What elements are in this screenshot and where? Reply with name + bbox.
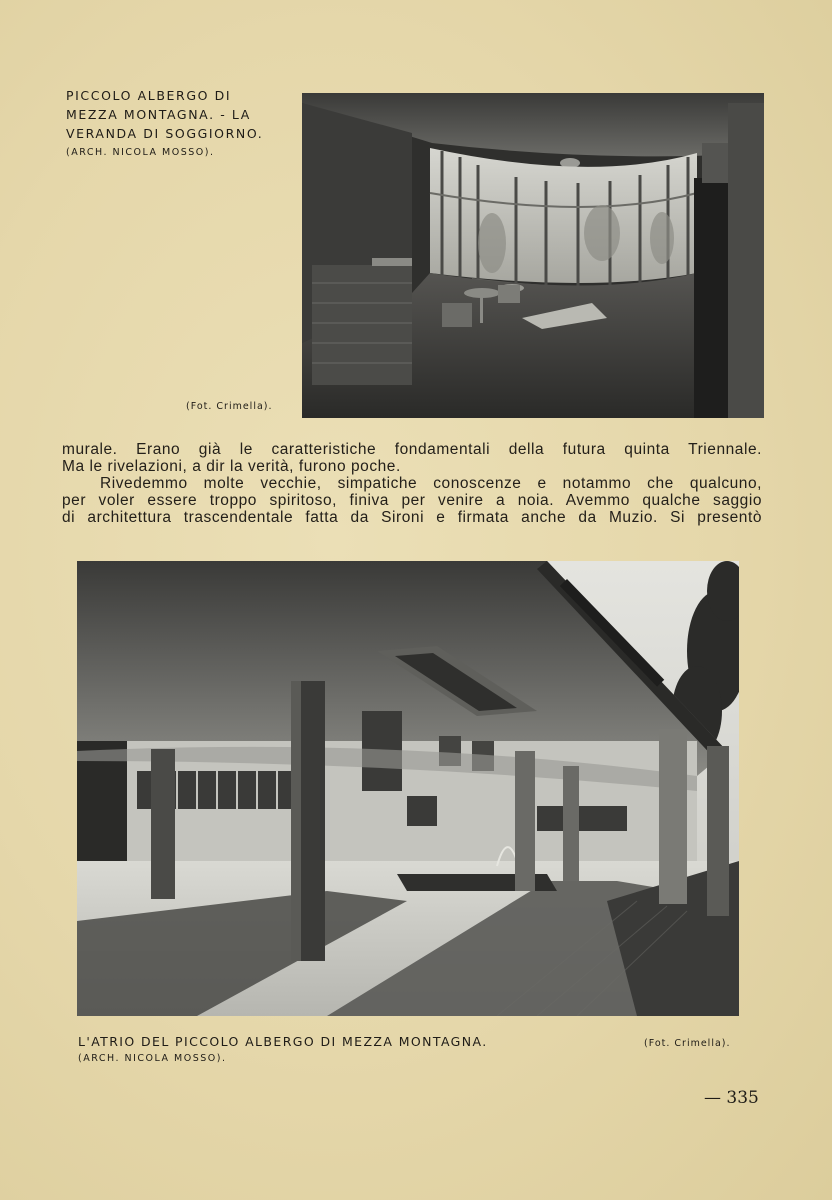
veranda-photo [302, 93, 764, 418]
text-line: Rivedemmo molte vecchie, simpatiche conoscenze e notammo che qualcuno, [100, 475, 762, 492]
caption-title: L'ATRIO DEL PICCOLO ALBERGO DI MEZZA MONTAGNA. [78, 1034, 488, 1049]
text-line: Ma le rivelazioni, a dir la verità, furono poche. [62, 458, 401, 475]
top-photo-credit: (Fot. Crimella). [186, 401, 273, 412]
bottom-photo-credit: (Fot. Crimella). [644, 1038, 731, 1049]
caption-architect: (ARCH. NICOLA MOSSO). [66, 147, 215, 158]
bottom-photo-caption [78, 1034, 488, 1064]
page-number: — 335 [704, 1088, 759, 1108]
caption-architect: (ARCH. NICOLA MOSSO). [78, 1053, 227, 1064]
text-line: per voler essere troppo spiritoso, finiva per venire a noia. Avemmo qualche saggio [62, 492, 762, 509]
text-line: di architettura trascendentale fatta da Sironi e firmata anche da Muzio. Si presentò [62, 509, 762, 526]
top-photo-caption [66, 86, 296, 158]
caption-line: MEZZA MONTAGNA. - LA [66, 107, 251, 122]
atrium-photo [77, 561, 739, 1016]
text-line: murale. Erano già le caratteristiche fondamentali della futura quinta Triennale. [62, 441, 762, 458]
caption-line: VERANDA DI SOGGIORNO. [66, 126, 264, 141]
body-text [62, 441, 762, 526]
caption-line: PICCOLO ALBERGO DI [66, 88, 232, 103]
